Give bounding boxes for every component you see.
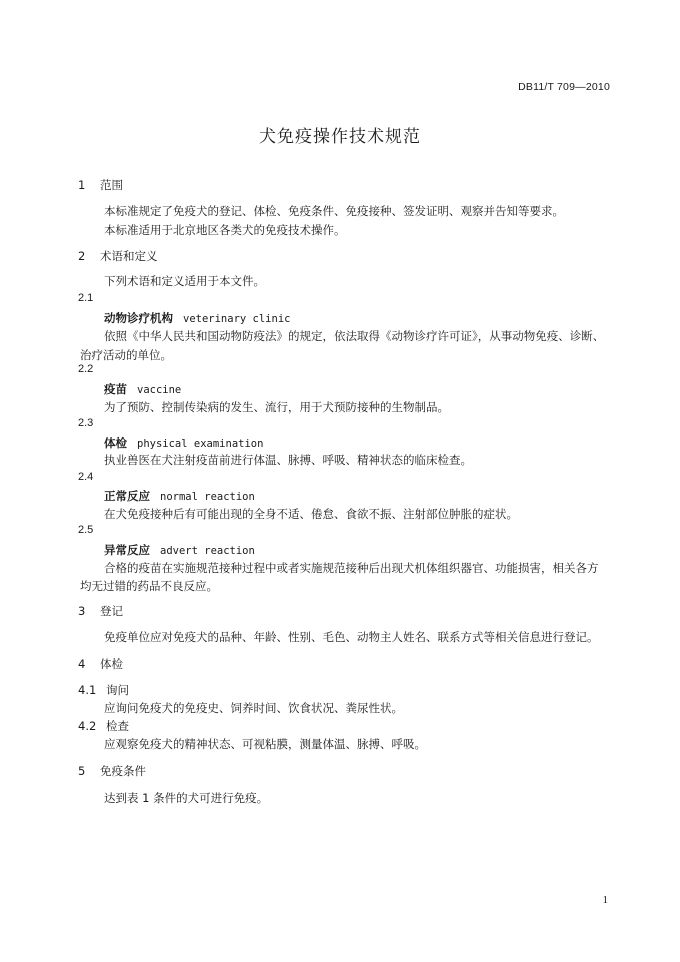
term-number: 2.2 <box>78 363 94 375</box>
term-cn: 疫苗 <box>104 382 127 396</box>
term-definition-cont: 均无过错的药品不良反应。 <box>80 579 218 593</box>
term-number: 2.4 <box>78 471 94 483</box>
term-definition: 为了预防、控制传染病的发生、流行，用于犬预防接种的生物制品。 <box>104 400 449 414</box>
term-number: 2.5 <box>78 524 94 536</box>
section-title: 范围 <box>100 178 123 192</box>
paragraph: 应询问免疫犬的免疫史、饲养时间、饮食状况、粪尿性状。 <box>104 701 403 715</box>
section-title: 免疫条件 <box>100 764 146 778</box>
term-cn: 动物诊疗机构 <box>104 311 173 325</box>
term-heading <box>104 310 290 326</box>
document-title: 犬免疫操作技术规范 <box>259 127 421 147</box>
term-en: physical examination <box>137 438 264 450</box>
section-number: 5 <box>78 764 86 778</box>
section-number: 2 <box>78 249 86 263</box>
term-en: advert reaction <box>160 545 255 557</box>
term-heading <box>104 542 255 558</box>
term-number: 2.1 <box>78 292 94 304</box>
term-heading <box>104 488 255 504</box>
section-number: 3 <box>78 604 86 618</box>
term-definition: 依照《中华人民共和国动物防疫法》的规定，依法取得《动物诊疗许可证》，从事动物免疫、诊断、 <box>104 329 605 343</box>
section-title: 术语和定义 <box>100 249 158 263</box>
section-5-heading <box>78 763 146 779</box>
paragraph: 下列术语和定义适用于本文件。 <box>104 274 265 288</box>
standard-code: DB11/T 709—2010 <box>518 81 610 93</box>
section-title: 体检 <box>100 657 123 671</box>
paragraph: 应观察免疫犬的精神状态、可视粘膜，测量体温、脉搏、呼吸。 <box>104 737 426 751</box>
term-number: 2.3 <box>78 417 94 429</box>
term-definition-cont: 治疗活动的单位。 <box>80 348 172 362</box>
subsection-title: 询问 <box>106 683 129 697</box>
subsection-number: 4.1 <box>78 683 97 697</box>
section-title: 登记 <box>100 604 123 618</box>
subsection-4-2-heading <box>78 718 129 734</box>
term-en: veterinary clinic <box>183 313 291 325</box>
term-en: normal reaction <box>160 491 255 503</box>
section-4-heading <box>78 656 123 672</box>
paragraph: 达到表 1 条件的犬可进行免疫。 <box>104 791 269 805</box>
paragraph: 本标准适用于北京地区各类犬的免疫技术操作。 <box>104 223 346 237</box>
term-definition: 在犬免疫接种后有可能出现的全身不适、倦怠、食欲不振、注射部位肿胀的症状。 <box>104 507 518 521</box>
term-cn: 异常反应 <box>104 543 150 557</box>
term-heading <box>104 435 263 451</box>
section-1-heading <box>78 177 123 193</box>
term-heading <box>104 381 181 397</box>
term-cn: 体检 <box>104 436 127 450</box>
paragraph: 本标准规定了免疫犬的登记、体检、免疫条件、免疫接种、签发证明、观察并告知等要求。 <box>104 204 564 218</box>
term-en: vaccine <box>137 384 182 396</box>
subsection-title: 检查 <box>106 719 129 733</box>
section-number: 1 <box>78 178 86 192</box>
term-definition: 合格的疫苗在实施规范接种过程中或者实施规范接种后出现犬机体组织器官、功能损害，相关各方 <box>104 561 599 575</box>
subsection-4-1-heading <box>78 682 129 698</box>
subsection-number: 4.2 <box>78 719 97 733</box>
section-3-heading <box>78 603 123 619</box>
section-2-heading <box>78 248 158 264</box>
section-number: 4 <box>78 657 86 671</box>
term-definition: 执业兽医在犬注射疫苗前进行体温、脉搏、呼吸、精神状态的临床检查。 <box>104 453 472 467</box>
page-number: 1 <box>602 894 608 906</box>
term-cn: 正常反应 <box>104 489 150 503</box>
paragraph: 免疫单位应对免疫犬的品种、年龄、性别、毛色、动物主人姓名、联系方式等相关信息进行登记。 <box>104 630 599 644</box>
